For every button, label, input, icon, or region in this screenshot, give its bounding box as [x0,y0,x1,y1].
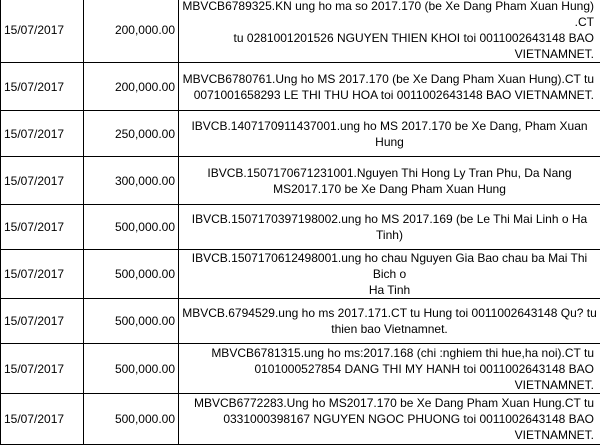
description-text: IBVCB.1507170671231001.Nguyen Thi Hong Ly Tran Phu, Da Nang MS2017.170 be Xe Dang Pham Xuan Hung [207,165,572,196]
date-cell: 15/07/2017 [1,111,84,157]
table-row [1,344,600,394]
description-cell [179,299,600,344]
description-text: MBVCB6780761.Ung ho MS 2017.170 (be Xe Dang Pham Xuan Hung).CT tu 0071001658293 LE THI THU HOA toi 0011002643148 BAO VIETNAMNET. [182,71,594,102]
description-cell [179,344,600,394]
date-cell: 15/07/2017 [1,299,84,344]
date-cell: 15/07/2017 [1,344,84,394]
table-row [1,299,600,344]
amount-cell: 500,000.00 [84,205,179,250]
table-row [1,63,600,111]
amount-cell: 200,000.00 [84,63,179,111]
description-text: MBVCB.6794529.ung ho ms 2017.171.CT tu Hung toi 0011002643148 Qu? tu thien bao Vietnamnet. [182,306,597,336]
description-text: IBVCB.1507170397198002.ung ho MS 2017.169 (be Le Thi Mai Linh o Ha Tinh) [191,212,588,242]
description-text: MBVCB6789325.KN ung ho ma so 2017.170 (be Xe Dang Pham Xuan Hung) .CT tu 0281001201526 NGUYEN THIEN KHOI toi 0011002643148 BAO VIETNAMNET. [182,0,594,61]
amount-cell: 250,000.00 [84,111,179,157]
date-cell: 15/07/2017 [1,205,84,250]
description-cell [179,205,600,250]
date-cell: 15/07/2017 [1,63,84,111]
date-cell: 15/07/2017 [1,0,84,63]
description-cell [179,157,600,205]
description-text: IBVCB.1507170612498001.ung ho chau Nguyen Gia Bao chau ba Mai Thi Bich o Ha Tinh [191,251,588,297]
amount-cell: 500,000.00 [84,250,179,299]
description-cell [179,63,600,111]
date-cell: 15/07/2017 [1,250,84,299]
amount-cell: 200,000.00 [84,0,179,63]
table-row [1,0,600,63]
description-cell [179,250,600,299]
description-text: MBVCB6781315.ung ho ms:2017.168 (chi :nghiem thi hue,ha noi).CT tu 0101000527854 DANG THI MY HANH toi 0011002643148 BAO VIETNAMNET. [211,345,594,392]
description-text: MBVCB6772283.Ung ho MS2017.170 be Xe Dang Pham Xuan Hung.CT tu 0331000398167 NGUYEN NGOC PHUONG toi 0011002643148 BAO VIETNAMNET. [193,396,594,442]
amount-cell: 300,000.00 [84,157,179,205]
table-row [1,250,600,299]
table-row [1,205,600,250]
description-text: IBVCB.1407170911437001.ung ho MS 2017.170 be Xe Dang, Pham Xuan Hung [191,118,588,149]
table-row [1,111,600,157]
amount-cell: 500,000.00 [84,344,179,394]
amount-cell: 500,000.00 [84,299,179,344]
table-row [1,394,600,445]
description-cell [179,394,600,445]
date-cell: 15/07/2017 [1,157,84,205]
description-cell [179,111,600,157]
date-cell: 15/07/2017 [1,394,84,445]
description-cell [179,0,600,63]
table-row [1,157,600,205]
amount-cell: 500,000.00 [84,394,179,445]
